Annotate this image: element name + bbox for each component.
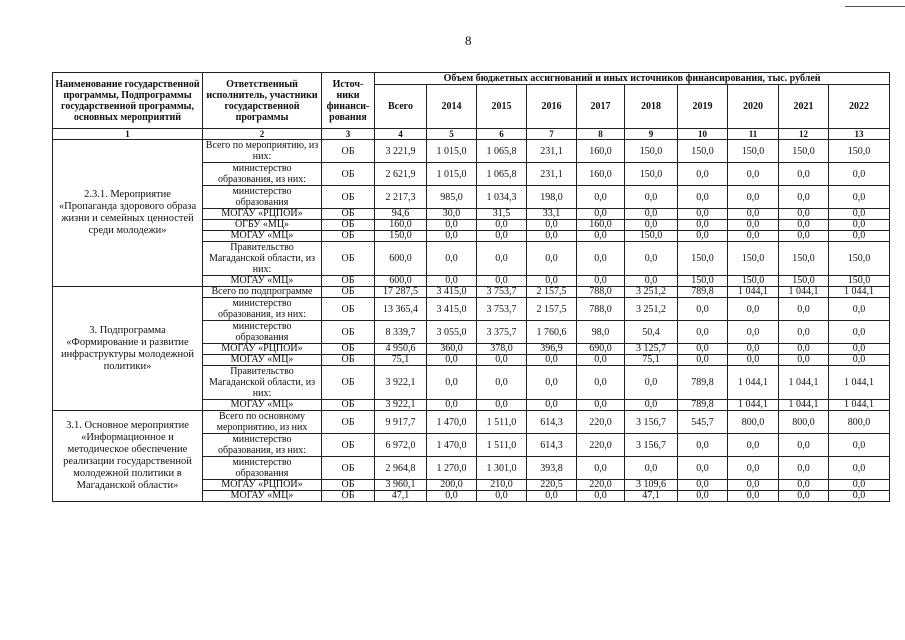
value-cell: 985,0 <box>427 186 477 209</box>
value-cell: 75,1 <box>375 355 427 366</box>
value-cell: 160,0 <box>577 163 625 186</box>
value-cell: 231,1 <box>527 163 577 186</box>
value-cell: 0,0 <box>728 321 779 344</box>
value-cell: 0,0 <box>527 355 577 366</box>
value-cell: 150,0 <box>728 276 779 287</box>
header-year: 2019 <box>678 85 728 129</box>
value-cell: 50,4 <box>625 321 678 344</box>
value-cell: 220,0 <box>577 434 625 457</box>
source-cell: ОБ <box>322 209 375 220</box>
value-cell: 198,0 <box>527 186 577 209</box>
value-cell: 788,0 <box>577 287 625 298</box>
value-cell: 0,0 <box>427 220 477 231</box>
header-volume: Объем бюджетных ассигнований и иных источников финансирования, тыс. рублей <box>375 73 890 85</box>
header-executor: Ответственный исполнитель, участники государственной программы <box>203 73 322 129</box>
source-cell: ОБ <box>322 355 375 366</box>
value-cell: 0,0 <box>527 231 577 242</box>
value-cell: 396,9 <box>527 344 577 355</box>
source-cell: ОБ <box>322 242 375 276</box>
value-cell: 3 156,7 <box>625 411 678 434</box>
value-cell: 3 753,7 <box>477 298 527 321</box>
value-cell: 0,0 <box>728 355 779 366</box>
value-cell: 33,1 <box>527 209 577 220</box>
executor-cell: МОГАУ «МЦ» <box>203 231 322 242</box>
value-cell: 1 065,8 <box>477 163 527 186</box>
value-cell: 1 015,0 <box>427 163 477 186</box>
value-cell: 98,0 <box>577 321 625 344</box>
value-cell: 150,0 <box>829 276 890 287</box>
value-cell: 8 339,7 <box>375 321 427 344</box>
value-cell: 0,0 <box>779 480 829 491</box>
value-cell: 150,0 <box>625 231 678 242</box>
value-cell: 150,0 <box>678 276 728 287</box>
executor-cell: министерство образования, из них: <box>203 163 322 186</box>
value-cell: 0,0 <box>678 163 728 186</box>
header-source: Источ-ники финанси-рования <box>322 73 375 129</box>
value-cell: 1 044,1 <box>728 287 779 298</box>
value-cell: 150,0 <box>678 140 728 163</box>
value-cell: 30,0 <box>427 209 477 220</box>
value-cell: 0,0 <box>625 220 678 231</box>
value-cell: 1 044,1 <box>728 366 779 400</box>
value-cell: 360,0 <box>427 344 477 355</box>
executor-cell: МОГАУ «МЦ» <box>203 355 322 366</box>
value-cell: 0,0 <box>728 209 779 220</box>
value-cell: 150,0 <box>625 163 678 186</box>
value-cell: 0,0 <box>779 298 829 321</box>
value-cell: 1 511,0 <box>477 411 527 434</box>
value-cell: 0,0 <box>728 186 779 209</box>
source-cell: ОБ <box>322 411 375 434</box>
value-cell: 47,1 <box>625 491 678 502</box>
column-number: 2 <box>203 129 322 140</box>
value-cell: 378,0 <box>477 344 527 355</box>
value-cell: 13 365,4 <box>375 298 427 321</box>
activity-name: 2.3.1. Мероприятие «Пропаганда здорового образа жизни и семейных ценностей среди молодежи» <box>53 140 203 287</box>
value-cell: 0,0 <box>625 242 678 276</box>
header-name: Наименование государственной программы, Подпрограммы государственной программы, основных мероприятий <box>53 73 203 129</box>
value-cell: 0,0 <box>728 231 779 242</box>
value-cell: 0,0 <box>678 209 728 220</box>
value-cell: 0,0 <box>678 220 728 231</box>
value-cell: 789,8 <box>678 400 728 411</box>
executor-cell: Правительство Магаданской области, из них: <box>203 366 322 400</box>
executor-cell: министерство образования, из них: <box>203 298 322 321</box>
value-cell: 0,0 <box>829 480 890 491</box>
value-cell: 200,0 <box>427 480 477 491</box>
value-cell: 0,0 <box>829 321 890 344</box>
value-cell: 0,0 <box>477 276 527 287</box>
table-row <box>53 411 890 434</box>
value-cell: 0,0 <box>728 298 779 321</box>
value-cell: 0,0 <box>728 480 779 491</box>
column-number: 9 <box>625 129 678 140</box>
page-number: 8 <box>465 33 472 48</box>
executor-cell: министерство образования <box>203 457 322 480</box>
value-cell: 0,0 <box>829 491 890 502</box>
value-cell: 0,0 <box>678 321 728 344</box>
header-year: 2020 <box>728 85 779 129</box>
value-cell: 0,0 <box>527 242 577 276</box>
value-cell: 1 470,0 <box>427 434 477 457</box>
executor-cell: ОГБУ «МЦ» <box>203 220 322 231</box>
value-cell: 0,0 <box>728 457 779 480</box>
value-cell: 800,0 <box>829 411 890 434</box>
source-cell: ОБ <box>322 400 375 411</box>
value-cell: 0,0 <box>829 298 890 321</box>
executor-cell: МОГАУ «РЦПОИ» <box>203 344 322 355</box>
value-cell: 220,5 <box>527 480 577 491</box>
value-cell: 150,0 <box>829 242 890 276</box>
source-cell: ОБ <box>322 457 375 480</box>
value-cell: 0,0 <box>427 366 477 400</box>
value-cell: 3 055,0 <box>427 321 477 344</box>
value-cell: 2 964,8 <box>375 457 427 480</box>
value-cell: 0,0 <box>829 344 890 355</box>
value-cell: 0,0 <box>577 491 625 502</box>
value-cell: 800,0 <box>779 411 829 434</box>
value-cell: 0,0 <box>779 434 829 457</box>
value-cell: 0,0 <box>427 400 477 411</box>
value-cell: 545,7 <box>678 411 728 434</box>
value-cell: 2 217,3 <box>375 186 427 209</box>
executor-cell: министерство образования <box>203 186 322 209</box>
value-cell: 3 922,1 <box>375 400 427 411</box>
value-cell: 0,0 <box>625 400 678 411</box>
value-cell: 0,0 <box>829 457 890 480</box>
header-year: 2015 <box>477 85 527 129</box>
value-cell: 3 960,1 <box>375 480 427 491</box>
source-cell: ОБ <box>322 140 375 163</box>
value-cell: 0,0 <box>678 186 728 209</box>
value-cell: 4 950,6 <box>375 344 427 355</box>
value-cell: 3 415,0 <box>427 298 477 321</box>
source-cell: ОБ <box>322 231 375 242</box>
value-cell: 1 044,1 <box>829 287 890 298</box>
value-cell: 2 157,5 <box>527 298 577 321</box>
top-rule <box>845 6 905 7</box>
value-cell: 1 044,1 <box>779 400 829 411</box>
value-cell: 1 044,1 <box>728 400 779 411</box>
source-cell: ОБ <box>322 163 375 186</box>
source-cell: ОБ <box>322 491 375 502</box>
value-cell: 0,0 <box>678 434 728 457</box>
value-cell: 3 375,7 <box>477 321 527 344</box>
value-cell: 2 157,5 <box>527 287 577 298</box>
value-cell: 690,0 <box>577 344 625 355</box>
executor-cell: МОГАУ «РЦПОИ» <box>203 209 322 220</box>
value-cell: 1 015,0 <box>427 140 477 163</box>
value-cell: 1 044,1 <box>829 366 890 400</box>
value-cell: 1 511,0 <box>477 434 527 457</box>
value-cell: 150,0 <box>728 140 779 163</box>
value-cell: 9 917,7 <box>375 411 427 434</box>
value-cell: 47,1 <box>375 491 427 502</box>
value-cell: 210,0 <box>477 480 527 491</box>
value-cell: 150,0 <box>779 276 829 287</box>
value-cell: 0,0 <box>728 434 779 457</box>
value-cell: 1 044,1 <box>829 400 890 411</box>
value-cell: 1 065,8 <box>477 140 527 163</box>
executor-cell: МОГАУ «РЦПОИ» <box>203 480 322 491</box>
value-cell: 600,0 <box>375 242 427 276</box>
value-cell: 0,0 <box>728 344 779 355</box>
value-cell: 3 221,9 <box>375 140 427 163</box>
value-cell: 0,0 <box>625 209 678 220</box>
value-cell: 220,0 <box>577 411 625 434</box>
value-cell: 75,1 <box>625 355 678 366</box>
value-cell: 0,0 <box>625 186 678 209</box>
value-cell: 789,8 <box>678 366 728 400</box>
value-cell: 150,0 <box>779 140 829 163</box>
value-cell: 0,0 <box>829 231 890 242</box>
column-number: 6 <box>477 129 527 140</box>
value-cell: 788,0 <box>577 298 625 321</box>
value-cell: 160,0 <box>577 220 625 231</box>
value-cell: 600,0 <box>375 276 427 287</box>
value-cell: 0,0 <box>427 276 477 287</box>
value-cell: 3 251,2 <box>625 287 678 298</box>
value-cell: 1 270,0 <box>427 457 477 480</box>
value-cell: 0,0 <box>829 209 890 220</box>
value-cell: 393,8 <box>527 457 577 480</box>
value-cell: 0,0 <box>779 457 829 480</box>
value-cell: 1 044,1 <box>779 287 829 298</box>
value-cell: 0,0 <box>477 242 527 276</box>
column-number: 13 <box>829 129 890 140</box>
column-number: 5 <box>427 129 477 140</box>
value-cell: 614,3 <box>527 411 577 434</box>
value-cell: 1 301,0 <box>477 457 527 480</box>
value-cell: 0,0 <box>728 491 779 502</box>
value-cell: 0,0 <box>577 457 625 480</box>
activity-name: 3. Подпрограмма «Формирование и развитие инфраструктуры молодежной политики» <box>53 287 203 411</box>
value-cell: 220,0 <box>577 480 625 491</box>
header-total: Всего <box>375 85 427 129</box>
value-cell: 0,0 <box>625 366 678 400</box>
value-cell: 3 251,2 <box>625 298 678 321</box>
value-cell: 3 415,0 <box>427 287 477 298</box>
value-cell: 3 922,1 <box>375 366 427 400</box>
source-cell: ОБ <box>322 321 375 344</box>
executor-cell: Всего по мероприятию, из них: <box>203 140 322 163</box>
budget-table <box>52 72 890 502</box>
value-cell: 0,0 <box>829 434 890 457</box>
executor-cell: МОГАУ «МЦ» <box>203 276 322 287</box>
value-cell: 0,0 <box>678 344 728 355</box>
value-cell: 3 753,7 <box>477 287 527 298</box>
value-cell: 2 621,9 <box>375 163 427 186</box>
value-cell: 0,0 <box>427 491 477 502</box>
value-cell: 0,0 <box>577 242 625 276</box>
value-cell: 0,0 <box>779 186 829 209</box>
value-cell: 6 972,0 <box>375 434 427 457</box>
value-cell: 0,0 <box>829 186 890 209</box>
value-cell: 0,0 <box>829 355 890 366</box>
source-cell: ОБ <box>322 220 375 231</box>
source-cell: ОБ <box>322 276 375 287</box>
value-cell: 3 109,6 <box>625 480 678 491</box>
column-number: 1 <box>53 129 203 140</box>
executor-cell: Правительство Магаданской области, из них: <box>203 242 322 276</box>
value-cell: 0,0 <box>527 491 577 502</box>
value-cell: 150,0 <box>728 242 779 276</box>
value-cell: 0,0 <box>477 355 527 366</box>
value-cell: 0,0 <box>527 276 577 287</box>
column-number: 12 <box>779 129 829 140</box>
value-cell: 231,1 <box>527 140 577 163</box>
value-cell: 160,0 <box>375 220 427 231</box>
value-cell: 0,0 <box>678 480 728 491</box>
value-cell: 0,0 <box>678 298 728 321</box>
value-cell: 0,0 <box>728 220 779 231</box>
value-cell: 3 125,7 <box>625 344 678 355</box>
value-cell: 0,0 <box>527 220 577 231</box>
value-cell: 0,0 <box>477 400 527 411</box>
header-year: 2018 <box>625 85 678 129</box>
value-cell: 0,0 <box>678 491 728 502</box>
value-cell: 0,0 <box>577 276 625 287</box>
value-cell: 0,0 <box>678 355 728 366</box>
table-row <box>53 287 890 298</box>
value-cell: 160,0 <box>577 140 625 163</box>
value-cell: 150,0 <box>779 242 829 276</box>
value-cell: 1 760,6 <box>527 321 577 344</box>
value-cell: 614,3 <box>527 434 577 457</box>
column-number: 8 <box>577 129 625 140</box>
source-cell: ОБ <box>322 298 375 321</box>
value-cell: 789,8 <box>678 287 728 298</box>
value-cell: 0,0 <box>577 355 625 366</box>
value-cell: 31,5 <box>477 209 527 220</box>
value-cell: 0,0 <box>427 355 477 366</box>
value-cell: 0,0 <box>577 231 625 242</box>
table-row <box>53 140 890 163</box>
header-year: 2017 <box>577 85 625 129</box>
value-cell: 0,0 <box>678 457 728 480</box>
value-cell: 0,0 <box>577 400 625 411</box>
header-year: 2021 <box>779 85 829 129</box>
executor-cell: министерство образования <box>203 321 322 344</box>
value-cell: 0,0 <box>779 163 829 186</box>
value-cell: 0,0 <box>625 457 678 480</box>
executor-cell: министерство образования, из них: <box>203 434 322 457</box>
value-cell: 800,0 <box>728 411 779 434</box>
source-cell: ОБ <box>322 366 375 400</box>
column-number: 10 <box>678 129 728 140</box>
value-cell: 0,0 <box>477 491 527 502</box>
value-cell: 1 044,1 <box>779 366 829 400</box>
value-cell: 150,0 <box>625 140 678 163</box>
value-cell: 150,0 <box>375 231 427 242</box>
value-cell: 0,0 <box>779 220 829 231</box>
activity-name: 3.1. Основное мероприятие «Информационное и методическое обеспечение реализации государственной молодежной политики в Магаданской области» <box>53 411 203 502</box>
value-cell: 0,0 <box>427 231 477 242</box>
value-cell: 0,0 <box>577 209 625 220</box>
value-cell: 0,0 <box>527 366 577 400</box>
source-cell: ОБ <box>322 434 375 457</box>
value-cell: 17 287,5 <box>375 287 427 298</box>
column-number: 11 <box>728 129 779 140</box>
value-cell: 0,0 <box>779 344 829 355</box>
value-cell: 94,6 <box>375 209 427 220</box>
executor-cell: Всего по подпрограмме <box>203 287 322 298</box>
value-cell: 0,0 <box>427 242 477 276</box>
source-cell: ОБ <box>322 287 375 298</box>
value-cell: 0,0 <box>625 276 678 287</box>
value-cell: 0,0 <box>779 491 829 502</box>
executor-cell: МОГАУ «МЦ» <box>203 400 322 411</box>
value-cell: 0,0 <box>779 209 829 220</box>
value-cell: 0,0 <box>829 163 890 186</box>
value-cell: 0,0 <box>678 231 728 242</box>
value-cell: 0,0 <box>577 366 625 400</box>
executor-cell: Всего по основному мероприятию, из них <box>203 411 322 434</box>
value-cell: 0,0 <box>477 220 527 231</box>
column-number: 4 <box>375 129 427 140</box>
value-cell: 0,0 <box>577 186 625 209</box>
value-cell: 3 156,7 <box>625 434 678 457</box>
header-year: 2022 <box>829 85 890 129</box>
source-cell: ОБ <box>322 480 375 491</box>
header-year: 2016 <box>527 85 577 129</box>
value-cell: 1 034,3 <box>477 186 527 209</box>
column-number: 7 <box>527 129 577 140</box>
value-cell: 0,0 <box>779 231 829 242</box>
value-cell: 150,0 <box>678 242 728 276</box>
value-cell: 0,0 <box>728 163 779 186</box>
value-cell: 0,0 <box>829 220 890 231</box>
column-number: 3 <box>322 129 375 140</box>
value-cell: 1 470,0 <box>427 411 477 434</box>
header-year: 2014 <box>427 85 477 129</box>
value-cell: 0,0 <box>527 400 577 411</box>
value-cell: 0,0 <box>477 231 527 242</box>
value-cell: 0,0 <box>477 366 527 400</box>
executor-cell: МОГАУ «МЦ» <box>203 491 322 502</box>
source-cell: ОБ <box>322 344 375 355</box>
value-cell: 150,0 <box>829 140 890 163</box>
value-cell: 0,0 <box>779 321 829 344</box>
value-cell: 0,0 <box>779 355 829 366</box>
source-cell: ОБ <box>322 186 375 209</box>
